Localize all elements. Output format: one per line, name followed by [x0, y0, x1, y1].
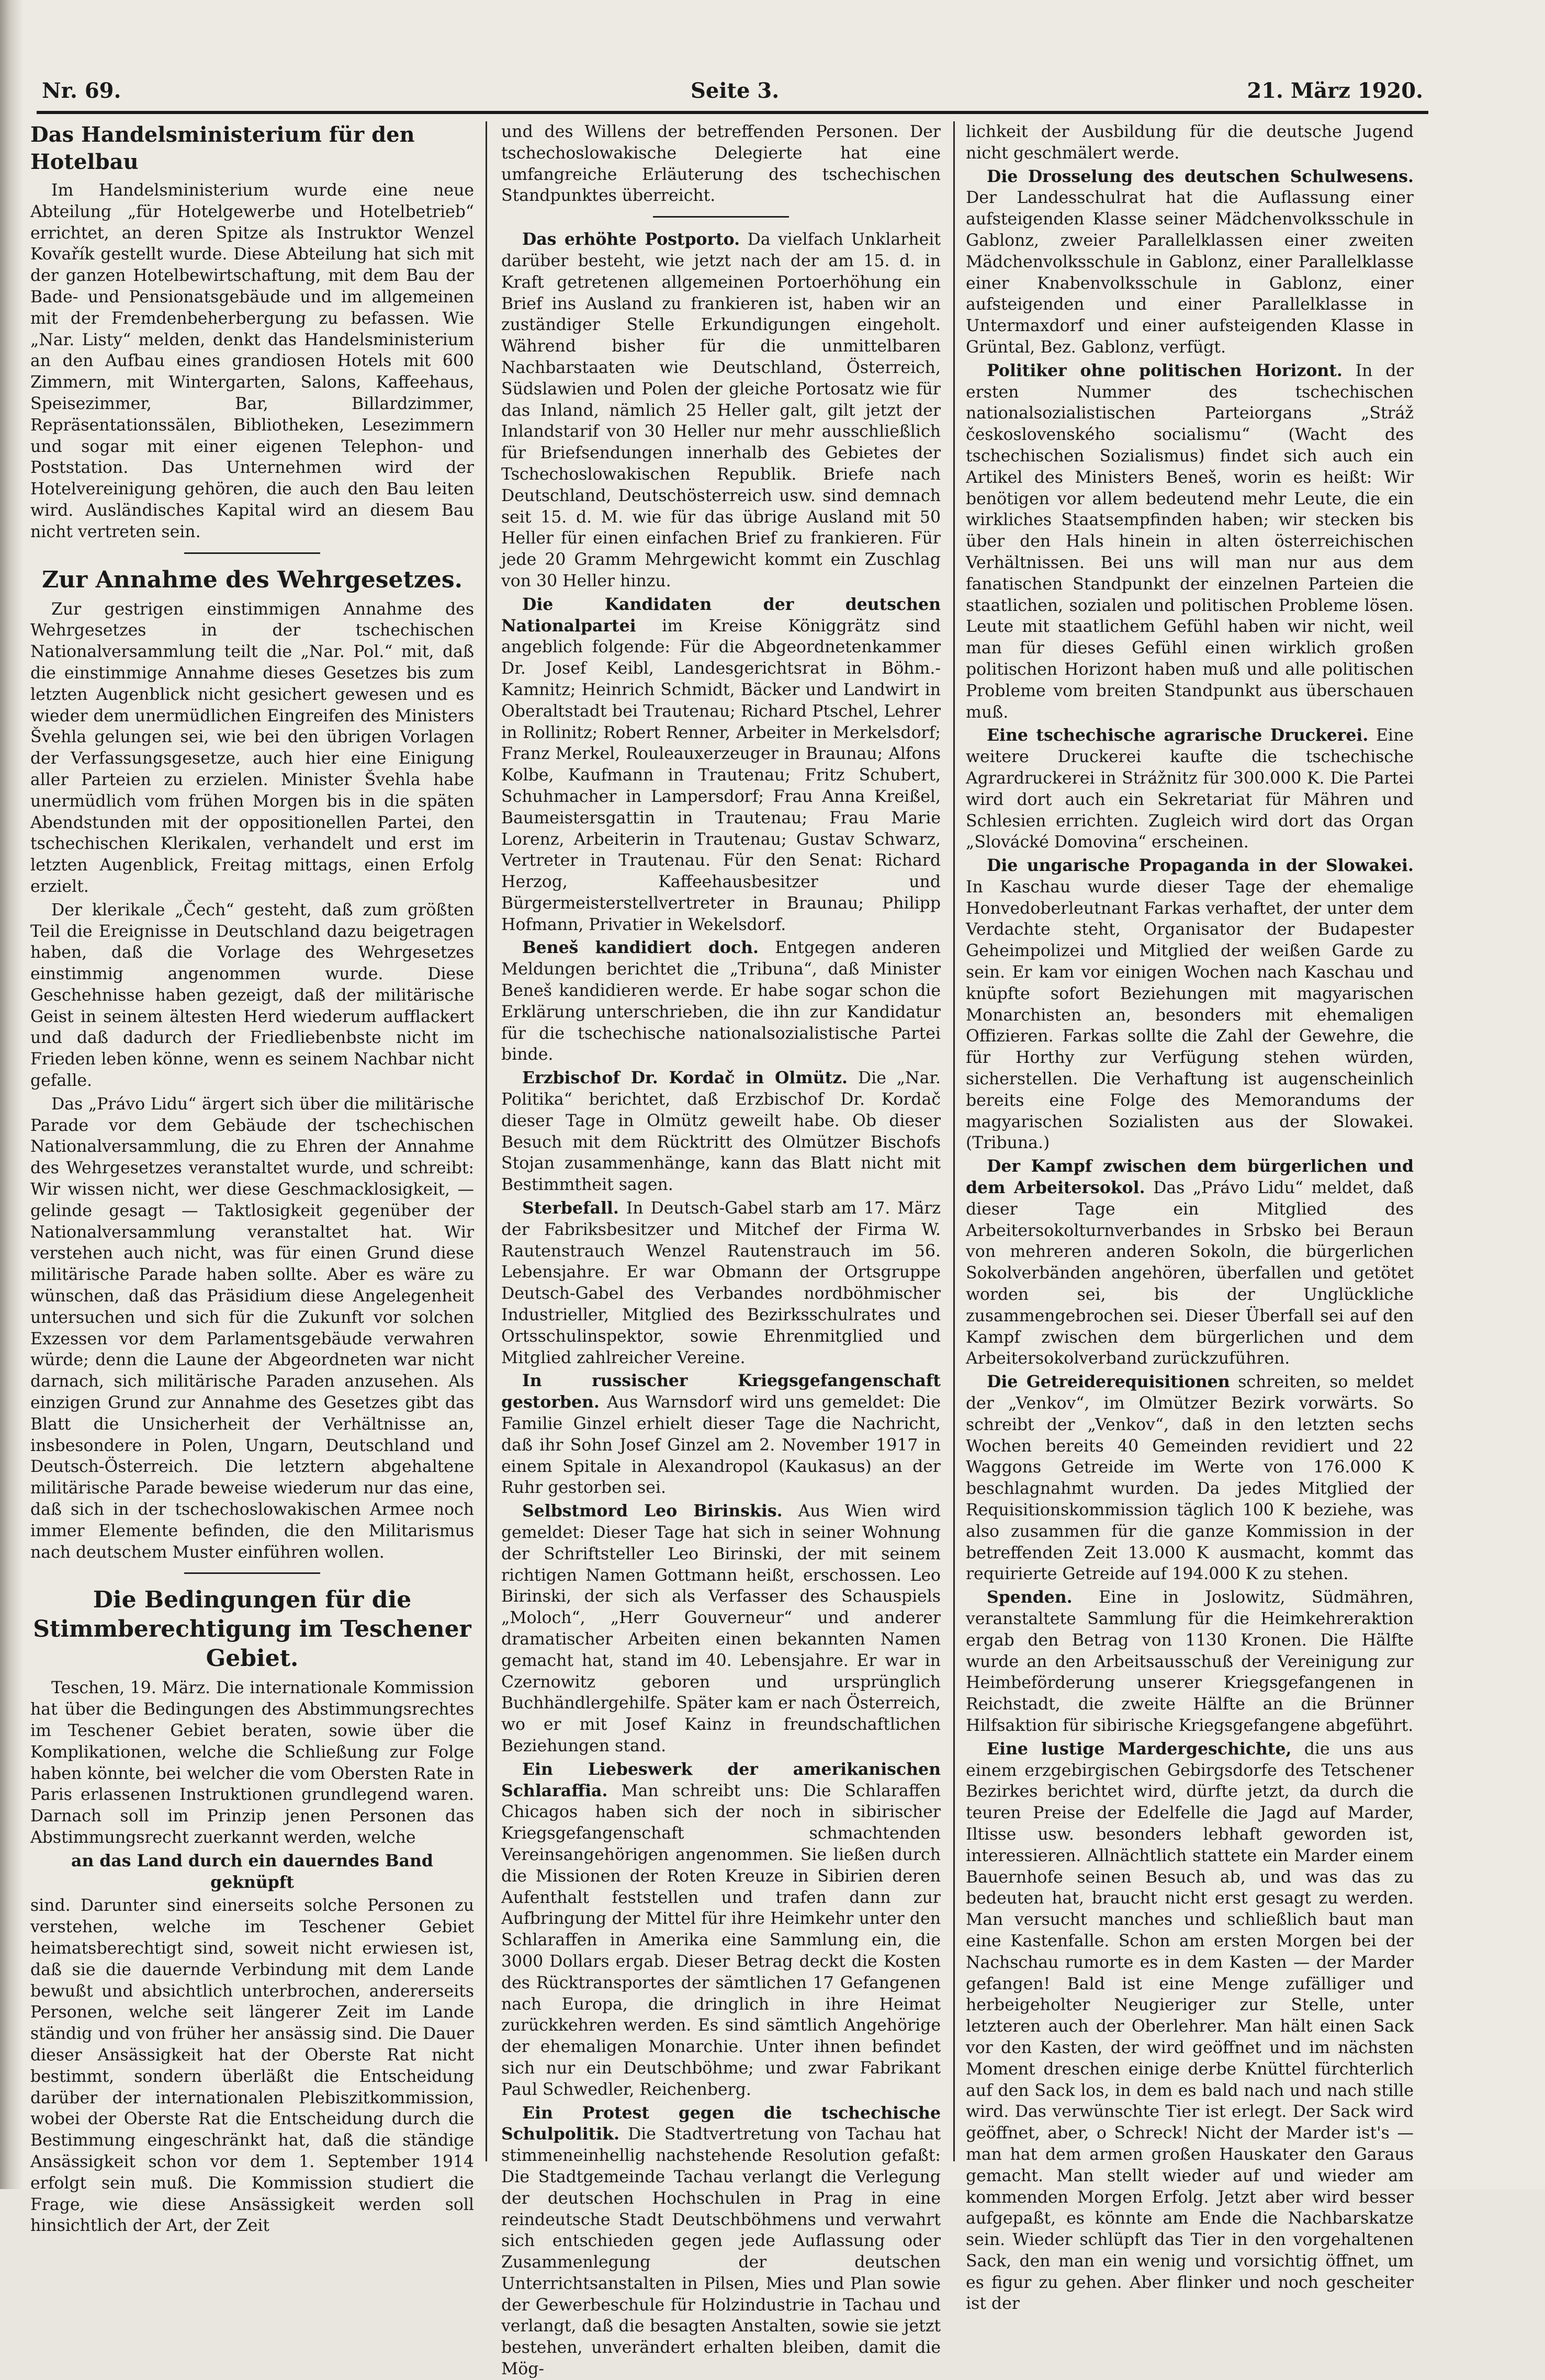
news-item [501, 2103, 941, 2380]
news-kicker: In russischer Kriegsgefangenschaft gestorben. [501, 1371, 941, 1412]
issue-date: 21. März 1920. [1247, 78, 1423, 103]
article-paragraph: Der klerikale „Čech“ gesteht, daß zum größten Teil die Ereignisse in Deutschland dazu beigetragen haben, daß die Vorlage des Wehrgesetzes einstimmig angenommen wurde. Diese Geschehnisse haben gezeigt, daß der militärische Geist in seinem ältesten Herd wiederum aufflackert und daß dadurch der Friedliebenbste nicht im Frieden leben könne, wenn es seinem Nachbar nicht gefalle. [30, 900, 474, 1091]
news-item [966, 1739, 1414, 2315]
news-text: Der Landesschulrat hat die Auflassung einer aufsteigenden Klasse seiner Mädchenvolksschule in Gablonz, zweier Parallelklassen einer zweiten Mädchenvolksschule in Gablonz, einer Parallelklasse einer Knabenvolksschule in Gablonz, einer aufsteigenden und einer Parallelklasse in Untermaxdorf und einer aufsteigenden Klasse in Grüntal, Bez. Gablonz, verfügt. [966, 188, 1414, 357]
news-kicker: Der Kampf zwischen dem bürgerlichen und dem Arbeitersokol. [966, 1157, 1414, 1198]
news-kicker: Selbstmord Leo Birinskis. [522, 1501, 783, 1521]
news-text: Die Stadtvertretung von Tachau hat stimmeneinhellig nachstehende Resolution gefaßt: Die Stadtgemeinde Tachau verlangt die Verlegung der deutschen Hochschulen in Prag in eine reindeutsche Stadt Deutschböhmens und verwahrt sich entschieden gegen jede Auflassung oder Zusammenlegung der deutschen Unterrichtsanstalten in Pilsen, Mies und Plan sowie der Gewerbeschule für Holzindustrie in Tachau und verlangt, daß die besagten Anstalten, sowie sie jetzt bestehen, unverändert erhalten bleiben, damit die Mög- [501, 2125, 941, 2379]
news-item [501, 594, 941, 936]
column-3 [966, 121, 1414, 2314]
news-item [501, 1501, 941, 1757]
news-text: die uns aus einem erzgebirgischen Gebirgsdorfe des Tetschener Bezirkes berichtet wird, dürfte jetzt, da durch die teuren Preise der Edelfelle die Jagd auf Marder, Iltisse usw. besonders lebhaft geworden ist, interessieren. Allnächtlich stattete ein Marder einem Bauernhofe seinen Besuch ab, und was das zu bedeuten hat, braucht nicht erst gesagt zu werden. Man versucht manches und schließlich baut man eine Kastenfalle. Schon am ersten Morgen bei der Nachschau rumorte es in dem Kasten — der Marder gefangen! Bald ist eine Menge zufälliger und herbeigeholter Neugieriger zur Stelle, unter letzteren auch der Oberlehrer. Man hält einen Sack vor den Kasten, der wird geöffnet und im nächsten Moment dreschen einige derbe Knüttel fürchterlich auf den Sack los, in dem es bald nach und nach stille wird. Das verwünschte Tier ist erlegt. Der Sack wird geöffnet, aber, o Schreck! Nicht der Marder ist's — man hat dem armen großen Hauskater den Garaus gemacht. Man stellt wieder auf und wieder am kommenden Morgen Erfolg. Jetzt aber wird besser aufgepaßt, es könnte am Ende die Nachbarskatze sein. Wieder schlüpft das Tier in den vorgehaltenen Sack, den man ein wenig und vorsichtig öffnet, um es figur zu gehen. Aber flinker und noch gescheiter ist der [966, 1739, 1414, 2314]
news-item [966, 1156, 1414, 1369]
news-text: schreiten, so meldet der „Venkov“, im Olmützer Bezirk vorwärts. So schreibt der „Venkov“, daß in den letzten sechs Wochen bereits 40 Gemeinden revidiert und 22 Waggons Getreide im Werte von 176.000 K beschlagnahmt wurden. Da jedes Mitglied der Requisitionskommission täglich 100 K beziehe, was also zusammen für die ganze Kommission in der betreffenden Zeit 13.000 K ausmacht, kommt das requirierte Getreide auf 194.000 K zu stehen. [966, 1373, 1414, 1584]
news-kicker: Erzbischof Dr. Kordač in Olmütz. [522, 1068, 848, 1088]
news-text: Eine in Joslowitz, Südmähren, veranstaltete Sammlung für die Heimkehreraktion ergab den Betrag von 1130 Kronen. Die Hälfte wurde an den Arbeitsausschuß der Vereinigung zur Heimbeförderung unserer Kriegsgefangenen in Reichstadt, die zweite Hälfte an die Brünner Hilfsaktion für sibirische Kriegsgefangene abgeführt. [966, 1588, 1414, 1735]
article-separator [653, 216, 789, 218]
column-divider [486, 121, 487, 2161]
news-item [966, 166, 1414, 358]
news-kicker: Politiker ohne politischen Horizont. [987, 360, 1343, 380]
news-kicker: Eine lustige Mardergeschichte, [987, 1739, 1292, 1759]
news-item [966, 1587, 1414, 1737]
article-title: Die Bedingungen für die Stimmberechtigung im Teschener Gebiet. [33, 1586, 471, 1672]
article-title: Zur Annahme des Wehrgesetzes. [42, 566, 463, 593]
news-kicker: Das erhöhte Postporto. [522, 230, 740, 250]
header-rule [37, 111, 1428, 114]
news-text: In Deutsch-Gabel starb am 17. März der Fabriksbesitzer und Mitchef der Firma W. Rautenstrauch Wenzel Rautenstrauch im 56. Lebensjahre. Er war Obmann der Ortsgruppe Deutsch-Gabel des Verbandes nordböhmischer Industrieller, Mitglied des Bezirksschulrates und Ortsschulinspektor, sowie Ehrenmitglied und Mitglied zahlreicher Vereine. [501, 1199, 941, 1367]
news-item [501, 1370, 941, 1499]
column-divider [953, 121, 955, 2161]
article-paragraph: Im Handelsministerium wurde eine neue Abteilung „für Hotelgewerbe und Hotelbetrieb“ errichtet, an deren Spitze als Instruktor Wenzel Kovařík gestellt wurde. Diese Abteilung hat sich mit der ganzen Hotelbewirtschaftung, mit dem Bau der Bade- und Pensionatsgebäude und im allgemeinen mit der Fremdenbeherbergung zu befassen. Wie „Nar. Listy“ melden, denkt das Handelsministerium an den Aufbau eines grandiosen Hotels mit 600 Zimmern, mit Wintergarten, Salons, Kaffeehaus, Speisezimmer, Bar, Billardzimmer, Repräsentationssälen, Bibliotheken, Lesezimmern und sogar mit einer eigenen Telephon- und Poststation. Das Unternehmen wird der Hotelvereinigung gehören, die auch den Bau leiten wird. Ausländisches Kapital wird an diesem Bau nicht vertreten sein. [30, 181, 474, 541]
news-kicker: Die ungarische Propaganda in der Slowakei. [987, 856, 1414, 876]
news-kicker: Die Drosselung des deutschen Schulwesens. [987, 166, 1414, 186]
article-subheading: an das Land durch ein dauerndes Band geknüpft [71, 1851, 433, 1892]
news-text: Aus Warnsdorf wird uns gemeldet: Die Familie Ginzel erhielt dieser Tage die Nachricht, daß ihr Sohn Josef Ginzel am 2. November 1917 in einem Spitale in Alexandropol (Kaukasus) an der Ruhr gestorben sei. [501, 1393, 941, 1498]
news-item [966, 360, 1414, 723]
news-kicker: Sterbefall. [522, 1198, 619, 1218]
article-paragraph: lichkeit der Ausbildung für die deutsche Jugend nicht geschmälert werde. [966, 122, 1414, 163]
news-item [966, 855, 1414, 1154]
article-paragraph: Teschen, 19. März. Die internationale Kommission hat über die Bedingungen des Abstimmungsrechtes im Teschener Gebiet beraten, sowie über die Komplikationen, welche die Schließung zur Folge haben könnte, bei welcher die vom Obersten Rate in Paris erlassenen Instruktionen grundlegend waren. Darnach soll im Prinzip jenen Personen das Abstimmungsrecht zuerkannt werden, welche [30, 1679, 474, 1847]
news-item [501, 937, 941, 1066]
article-paragraph: Das „Právo Lidu“ ärgert sich über die militärische Parade vor dem Gebäude der tschechischen Nationalversammlung, die zu Ehren der Annahme des Wehrgesetzes veranstaltet wurde, und schreibt: Wir wissen nicht, wer diese Geschmacklosigkeit, — gelinde gesagt — Taktlosigkeit gegenüber der Nationalversammlung veranstaltet hat. Wir verstehen auch nicht, was für einen Grund diese militärische Parade haben sollte. Aber es wäre zu wünschen, daß das Präsidium diese Angelegenheit untersuchen und sich für die Zukunft vor solchen Exzessen vor dem Parlamentsgebäude verwahren würde; denn die Laune der Abgeordneten war nicht darnach, sich militärische Paraden anzusehen. Als einzigen Grund zur Annahme des Gesetzes gibt das Blatt die Unsicherheit der Verhältnisse an, insbesondere in Polen, Ungarn, Deutschland und Deutsch-Österreich. Die letztern abgehaltene militärische Parade beweise wiederum nur das eine, daß sich in der tschechoslowakischen Armee noch immer Elemente befinden, die den Militarismus nach deutschem Muster einführen wollen. [30, 1094, 474, 1562]
news-text: Das „Právo Lidu“ meldet, daß dieser Tage ein Mitglied des Arbeitersokolturnverbandes in Srbsko bei Beraun von mehreren anderen Sokoln, die bürgerlichen Sokolverbänden angehören, überfallen und getötet worden sei, bis der Unglückliche zusammengebrochen sei. Dieser Überfall sei auf den Kampf zwischen dem bürgerlichen und dem Arbeitersokolverband zurückzuführen. [966, 1178, 1414, 1368]
news-kicker: Spenden. [987, 1588, 1073, 1607]
news-item [501, 1198, 941, 1368]
news-item [966, 1372, 1414, 1585]
article-paragraph: Zur gestrigen einstimmigen Annahme des Wehrgesetzes in der tschechischen Nationalversammlung teilt die „Nar. Pol.“ mit, daß die einstimmige Annahme dieses Gesetzes bis zum letzten Augenblick nicht gesichert gewesen und es wieder dem unermüdlichen Eingreifen des Ministers Švehla gelungen sei, wie bei den übrigen Vorlagen der Verfassungsgesetze, auch hier eine Einigung aller Parteien zu erzielen. Minister Švehla habe unermüdlich vom frühen Morgen bis in die späten Abendstunden mit der oppositionellen Partei, den tschechischen Klerikalen, verhandelt und erst im letzten Augenblick, Freitag mittags, einen Erfolg erzielt. [30, 599, 474, 896]
news-kicker: Ein Protest gegen die tschechische Schulpolitik. [501, 2103, 941, 2144]
news-text: In der ersten Nummer des tschechischen nationalsozialistischen Parteiorgans „Stráž československého socialismu“ (Wacht des tschechischen Sozialismus) findet sich auch ein Artikel des Ministers Beneš, worin es heißt: Wir benötigen vor allem bedeutend mehr Leute, die ein wirkliches Staatsempfinden haben; wir stecken bis über den Hals hinein in alten österreichischen Verhältnissen. Bei uns will man nur aus dem fanatischen Standpunkt der einzelnen Parteien die staatlichen, sozialen und politischen Probleme lösen. Leute mit staatlichem Gefühl haben wir nicht, weil man für dieses Gefühl einen wirklich großen politischen Horizont haben muß und alle politischen Probleme vom breiten Standpunkt aus überschauen muß. [966, 361, 1414, 722]
news-text: Entgegen anderen Meldungen berichtet die „Tribuna“, daß Minister Beneš kandidieren werde. Er habe sogar schon die Erklärung unterschrieben, die ihn zur Kandidatur für die tschechische nationalsozialistische Partei binde. [501, 938, 941, 1064]
article-paragraph: sind. Darunter sind einerseits solche Personen zu verstehen, welche im Teschener Gebiet heimatsberechtigt sind, soweit nicht erwiesen ist, daß sie die dauernde Verbindung mit dem Lande bewußt und absichtlich unterbrochen, andererseits Personen, welche seit längerer Zeit im Lande ständig und von früher her ansässig sind. Die Dauer dieser Ansässigkeit hat der Oberste Rat nicht bestimmt, sondern überläßt die Entscheidung darüber der internationalen Plebiszitkommission, wobei der Oberste Rat die Entscheidung durch die Bestimmung eingeschränkt hat, daß die ständige Ansässigkeit schon vor dem 1. September 1914 erfolgt sein muß. Die Kommission studiert die Frage, wie diese Ansässigkeit werden soll hinsichtlich der Art, der Zeit [30, 1896, 474, 2236]
news-text: im Kreise Königgrätz sind angeblich folgende: Für die Abgeordnetenkammer Dr. Josef Keibl, Landesgerichtsrat in Böhm.-Kamnitz; Heinrich Schmidt, Bäcker und Landwirt in Oberaltstadt bei Trautenau; Richard Ptschel, Lehrer in Rollinitz; Robert Renner, Arbeiter in Merkelsdorf; Franz Merkel, Rouleauxerzeuger in Braunau; Alfons Kolbe, Kaufmann in Trautenau; Fritz Schubert, Schuhmacher in Lampersdorf; Frau Anna Kreißel, Baumeistersgattin in Trautenau; Frau Marie Lorenz, Arbeiterin in Trautenau; Gustav Schwarz, Vertreter in Trautenau. Für den Senat: Richard Herzog, Kaffeehausbesitzer und Bürgermeisterstellvertreter in Braunau; Philipp Hofmann, Privatier in Wekelsdorf. [501, 616, 941, 934]
news-text: Man schreibt uns: Die Schlaraffen Chicagos haben sich der noch in sibirischer Kriegsgefangenschaft schmachtenden Vereinsangehörigen angenommen. Sie ließen durch die Missionen der Roten Kreuze in Sibirien deren Aufenthalt feststellen und trafen dann zur Aufbringung der Mittel für ihre Heimkehr unter den Schlaraffen in Amerika eine Sammlung ein, die 3000 Dollars ergab. Dieser Betrag deckt die Kosten des Rücktransportes der sämtlichen 17 Gefangenen nach Europa, die dringlich in ihre Heimat zurückkehren werden. Es sind sämtlich Angehörige der ehemaligen Monarchie. Unter ihnen befindet sich nur ein Deutschböhme; und zwar Fabrikant Paul Schwedler, Reichenberg. [501, 1781, 941, 2099]
news-kicker: Ein Liebeswerk der amerikanischen Schlaraffia. [501, 1759, 941, 1800]
news-text: Aus Wien wird gemeldet: Dieser Tage hat sich in seiner Wohnung der Schriftsteller Leo Birinski, der mit seinem richtigen Namen Gottmann heißt, erschossen. Leo Birinski, der sich als Verfasser des Schauspiels „Moloch“, „Herr Gouverneur“ und anderer dramatischer Arbeiten einen bekannten Namen gemacht hat, stand im 40. Lebensjahre. Er war in Czernowitz geboren und ursprünglich Buchhändlergehilfe. Später kam er nach Österreich, wo er mit Josef Kainz in freundschaftlichen Beziehungen stand. [501, 1502, 941, 1755]
news-item [501, 1759, 941, 2101]
article-separator [184, 552, 320, 554]
news-item [501, 1068, 941, 1196]
news-item [966, 725, 1414, 853]
article-paragraph: und des Willens der betreffenden Personen. Der tschechoslowakische Delegierte hat eine umfangreiche Erläuterung des tschechischen Standpunktes überreicht. [501, 122, 941, 206]
news-kicker: Die Kandidaten der deutschen Nationalpartei [501, 594, 941, 636]
column-2 [501, 121, 941, 2379]
news-item [501, 229, 941, 592]
scan-shadow-edge [0, 0, 23, 2189]
column-1 [30, 121, 474, 2236]
news-text: In Kaschau wurde dieser Tage der ehemalige Honvedoberleutnant Farkas verhaftet, der unter dem Verdachte steht, Organisator der Budapester Geheimpolizei und Mitglied der weißen Garde zu sein. Er kam vor einigen Wochen nach Kaschau und knüpfte sofort Beziehungen mit magyarischen Monarchisten an, besonders mit ehemaligen Offizieren. Farkas sollte die Zahl der Gewehre, die für Horthy zur Verfügung stehen würden, sicherstellen. Die Verhaftung ist augenscheinlich bereits eine Folge des Memorandums der magyarischen Sozialisten aus der Slowakei. (Tribuna.) [966, 877, 1414, 1153]
page-header [42, 78, 1423, 107]
article-title: Das Handelsministerium für den Hotelbau [30, 122, 415, 174]
news-text: Eine weitere Druckerei kaufte die tschechische Agrardruckerei in Strážnitz für 300.000 K. Die Partei wird dort auch ein Sekretariat für Mähren und Schlesien errichten. Zugleich wird dort das Organ „Slovácké Domovina“ erscheinen. [966, 726, 1414, 852]
issue-number: Nr. 69. [42, 78, 121, 103]
article-separator [184, 1572, 320, 1574]
news-kicker: Eine tschechische agrarische Druckerei. [987, 726, 1369, 745]
news-text: Da vielfach Unklarheit darüber besteht, wie jetzt nach der am 15. d. in Kraft getretenen allgemeinen Portoerhöhung ein Brief ins Ausland zu frankieren ist, haben wir an zuständiger Stelle Erkundigungen eingeholt. Während bisher für die unmittelbaren Nachbarstaaten wie Deutschland, Österreich, Südslawien und Polen der gleiche Portosatz wie für das Inland, nämlich 25 Heller galt, gilt jetzt der Inlandstarif von 30 Heller nur mehr ausschließlich für Briefsendungen innerhalb des Gebietes der Tschechoslowakischen Republik. Briefe nach Deutschland, Deutschösterreich usw. sind demnach seit 15. d. M. wie für das übrige Ausland mit 50 Heller für einen einfachen Brief zu frankieren. Für jede 20 Gramm Mehrgewicht kommt ein Zuschlag von 30 Heller hinzu. [501, 230, 941, 591]
news-kicker: Beneš kandidiert doch. [522, 938, 759, 958]
page-number: Seite 3. [691, 78, 780, 103]
news-kicker: Die Getreiderequisitionen [987, 1372, 1230, 1392]
news-text: Die „Nar. Politika“ berichtet, daß Erzbischof Dr. Kordač dieser Tage in Olmütz geweilt habe. Ob dieser Besuch mit dem Rücktritt des Olmützer Bischofs Stojan zusammenhänge, kann das Blatt nicht mit Bestimmtheit sagen. [501, 1069, 941, 1195]
